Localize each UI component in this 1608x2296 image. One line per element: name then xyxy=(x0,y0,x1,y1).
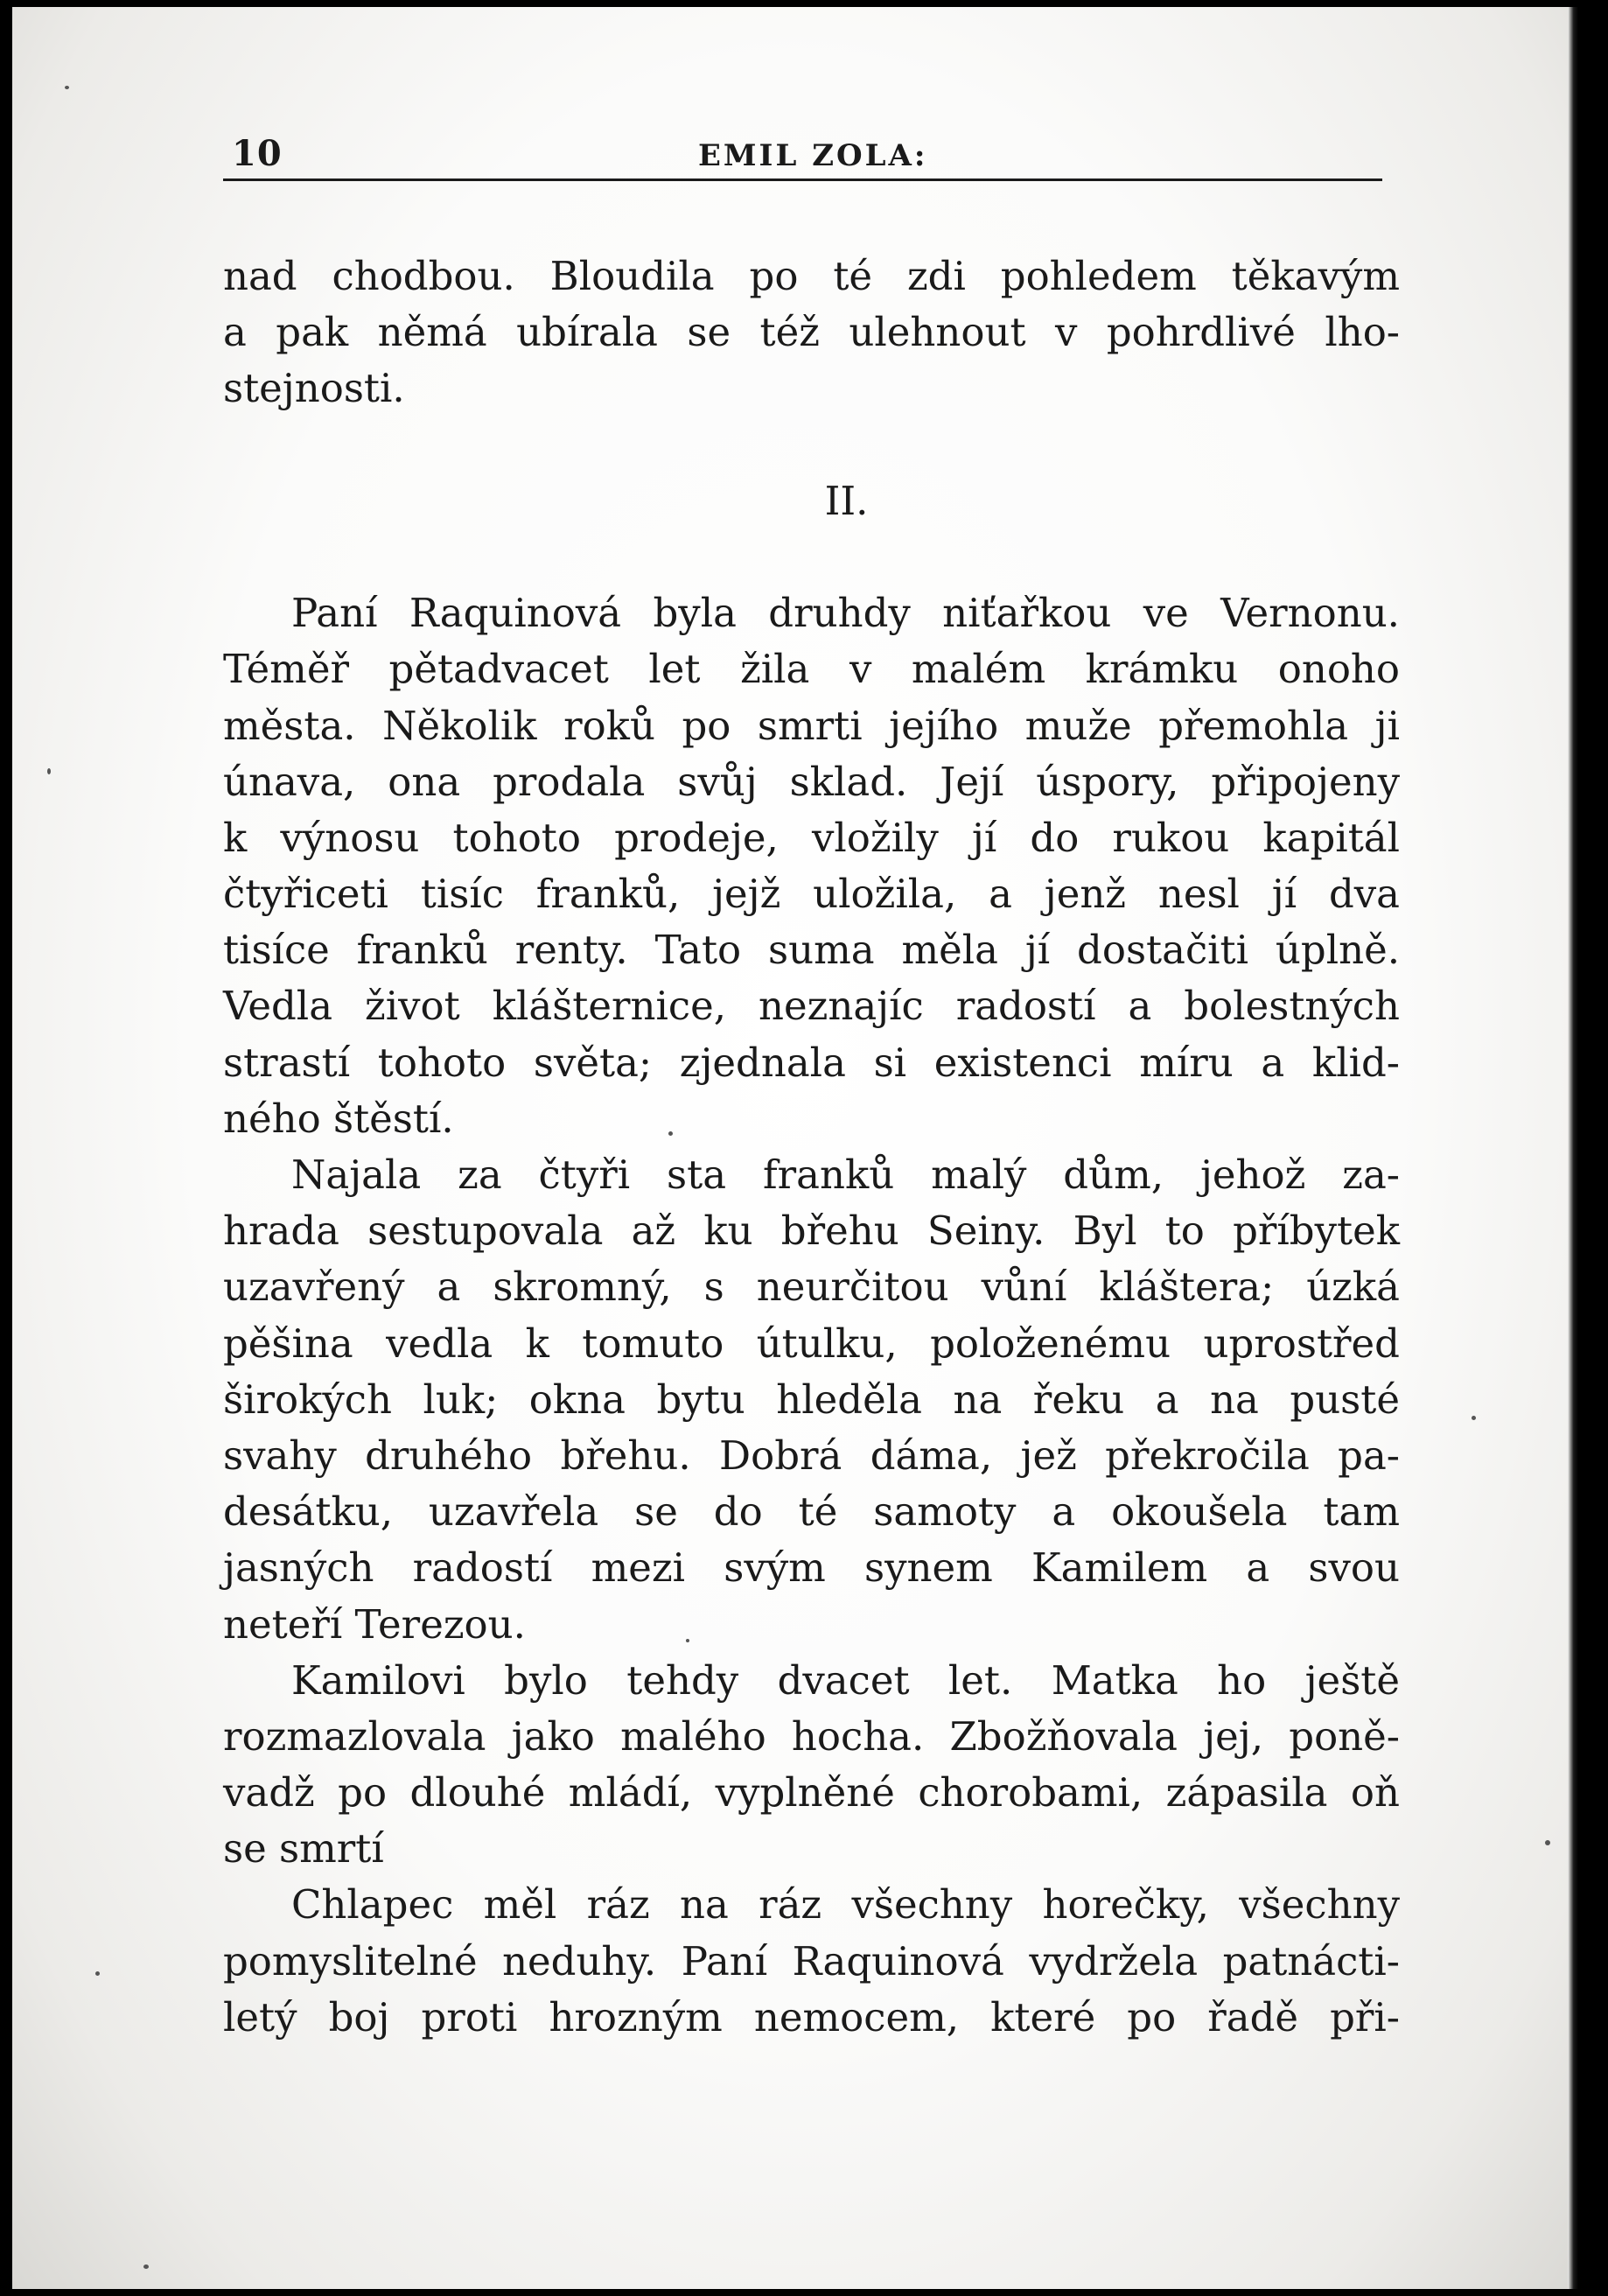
paper-speck xyxy=(143,2264,149,2269)
page-header xyxy=(223,133,1382,181)
text-line: čtyřiceti tisíc franků, jejž uložila, a jenž nesl jí dva xyxy=(223,871,1400,918)
body-text xyxy=(223,248,1400,2046)
text-line: širokých luk; okna bytu hleděla na řeku a na pusté xyxy=(223,1376,1400,1423)
text-line: Paní Raquinová byla druhdy niťařkou ve Vernonu. xyxy=(291,590,1400,637)
text-line: pěšina vedla k tomuto útulku, položenému uprostřed xyxy=(223,1320,1400,1367)
text-line: hrada sestupovala až ku břehu Seiny. Byl to příbytek xyxy=(223,1208,1400,1255)
page-edge-shadow xyxy=(1568,7,1578,2289)
text-line: Chlapec měl ráz na ráz všechny horečky, všechny xyxy=(291,1881,1400,1928)
text-line: a pak němá ubírala se též ulehnout v pohrdlivé lho- xyxy=(223,309,1400,356)
paper-speck xyxy=(95,1971,100,1976)
text-line: stejnosti. xyxy=(223,365,405,412)
text-line: tisíce franků renty. Tato suma měla jí dostačiti úplně. xyxy=(223,927,1400,974)
text-line: uzavřený a skromný, s neurčitou vůní kláštera; úzká xyxy=(223,1264,1400,1311)
text-line: pomyslitelné neduhy. Paní Raquinová vydržela patnácti- xyxy=(223,1937,1400,1984)
text-line: Kamilovi bylo tehdy dvacet let. Matka ho ještě xyxy=(291,1656,1400,1704)
chapter-heading: II. xyxy=(824,477,869,524)
text-line: letý boj proti hrozným nemocem, které po řadě při- xyxy=(223,1993,1400,2040)
text-line: svahy druhého břehu. Dobrá dáma, jež překročila pa- xyxy=(223,1432,1400,1479)
blank-line xyxy=(223,529,1400,585)
text-line: rozmazlovala jako malého hocha. Zbožňovala jej, poně- xyxy=(223,1712,1400,1760)
text-line: ného štěstí. xyxy=(223,1095,454,1142)
text-line: města. Několik roků po smrti jejího muže přemohla ji xyxy=(223,702,1400,749)
text-line: únava, ona prodala svůj sklad. Její úspory, připojeny xyxy=(223,758,1400,805)
text-line: Najala za čtyři sta franků malý dům, jehož za- xyxy=(291,1152,1400,1198)
paper-speck xyxy=(1472,1416,1476,1420)
text-line: se smrtí xyxy=(223,1825,384,1872)
text-line: Téměř pětadvacet let žila v malém krámku onoho xyxy=(223,646,1400,693)
paper-speck xyxy=(47,768,51,774)
running-head: EMIL ZOLA: xyxy=(698,138,928,173)
text-line: strastí tohoto světa; zjednala si existenci míru a klid- xyxy=(223,1039,1400,1086)
paper-speck xyxy=(65,86,69,89)
text-line: neteří Terezou. xyxy=(223,1600,526,1648)
text-line: nad chodbou. Bloudila po té zdi pohledem těkavým xyxy=(223,253,1400,299)
text-line: desátku, uzavřela se do té samoty a okoušela tam xyxy=(223,1488,1400,1536)
text-line: jasných radostí mezi svým synem Kamilem a svou xyxy=(223,1544,1400,1592)
text-line: k výnosu tohoto prodeje, vložily jí do rukou kapitál xyxy=(223,814,1400,861)
page-number: 10 xyxy=(232,133,283,174)
text-line: vadž po dlouhé mládí, vyplněné chorobami, zápasila oň xyxy=(223,1769,1400,1816)
paper-speck xyxy=(1545,1840,1550,1845)
blank-line xyxy=(223,417,1400,473)
text-line: Vedla život klášternice, neznajíc radostí a bolestných xyxy=(223,983,1400,1030)
